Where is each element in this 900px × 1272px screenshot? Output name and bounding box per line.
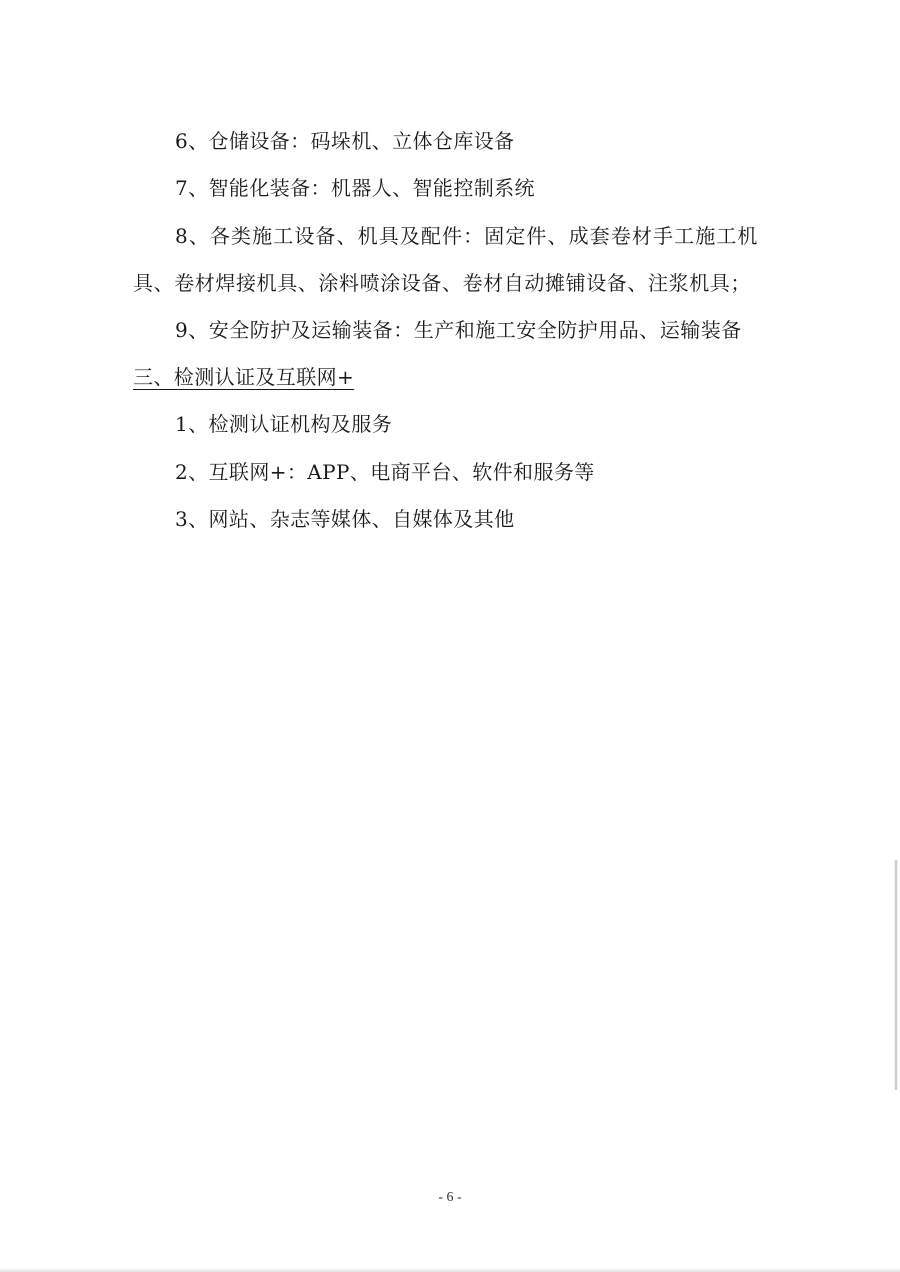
section-item-1: 1、检测认证机构及服务 <box>175 412 393 436</box>
scan-bottom-shadow <box>0 1268 900 1272</box>
item-7-intelligent-equipment: 7、智能化装备：机器人、智能控制系统 <box>175 176 535 200</box>
section-item-2: 2、互联网+：APP、电商平台、软件和服务等 <box>175 460 595 484</box>
section-item-3: 3、网站、杂志等媒体、自媒体及其他 <box>175 507 515 531</box>
item-9-safety-transport: 9、安全防护及运输装备：生产和施工安全防护用品、运输装备 <box>175 318 742 342</box>
item-8-construction-equipment: 8、各类施工设备、机具及配件：固定件、成套卷材手工施工机 <box>175 224 759 248</box>
page-number: - 6 - <box>438 1190 462 1205</box>
section-heading-testing-internet: 三、检测认证及互联网+ <box>133 365 355 389</box>
scan-edge-shadow <box>894 860 898 1090</box>
item-8-continuation: 具、卷材焊接机具、涂料喷涂设备、卷材自动摊铺设备、注浆机具； <box>133 271 751 295</box>
item-6-storage-equipment: 6、仓储设备：码垛机、立体仓库设备 <box>175 129 515 153</box>
